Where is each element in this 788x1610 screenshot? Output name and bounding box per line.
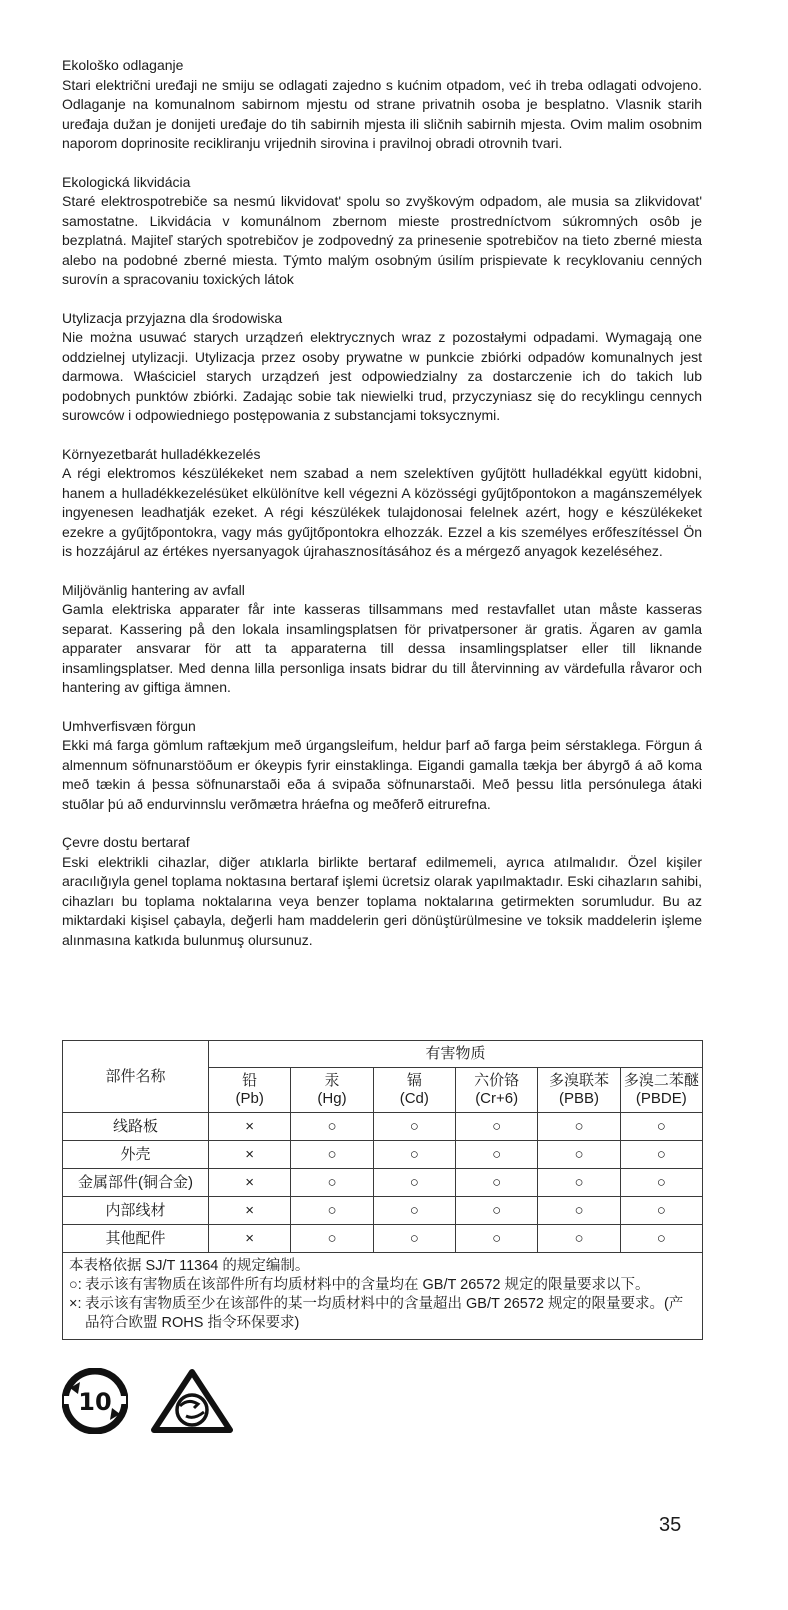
section-title: Ekologická likvidácia <box>62 173 191 190</box>
table-row <box>63 1225 703 1253</box>
cross-meaning: 表示该有害物质至少在该部件的某一均质材料中的含量超出 GB/T 26572 规定的限量要求。(产品符合欧盟 ROHS 指令环保要求) <box>85 1296 684 1331</box>
section-title: Umhverfisvæn förgun <box>62 717 196 734</box>
section-turkish <box>62 833 702 950</box>
table-cell: ○ <box>538 1169 620 1197</box>
substance-header: 镉 (Cd) <box>373 1068 455 1113</box>
table-cell: ○ <box>373 1141 455 1169</box>
cross-symbol: ×: <box>69 1296 82 1312</box>
table-cell: ○ <box>373 1113 455 1141</box>
section-swedish <box>62 581 702 698</box>
table-cell: ○ <box>538 1197 620 1225</box>
table-cell: × <box>209 1141 291 1169</box>
circle-meaning: 表示该有害物质在该部件所有均质材料中的含量均在 GB/T 26572 规定的限量要求以下。 <box>85 1277 650 1293</box>
notes-line-circle <box>69 1276 696 1295</box>
substance-header: 多溴联苯 (PBB) <box>538 1068 620 1113</box>
table-cell: ○ <box>538 1141 620 1169</box>
section-polish <box>62 309 702 426</box>
table-cell: ○ <box>373 1225 455 1253</box>
table-cell: × <box>209 1113 291 1141</box>
efup-recycling-icon <box>62 1368 128 1434</box>
substance-header: 铅 (Pb) <box>209 1068 291 1113</box>
table-cell: ○ <box>538 1113 620 1141</box>
table-cell: ○ <box>620 1197 702 1225</box>
table-cell: ○ <box>455 1169 537 1197</box>
notes-line-standard: 本表格依据 SJ/T 11364 的规定编制。 <box>69 1258 310 1274</box>
table-cell: ○ <box>291 1225 373 1253</box>
table-cell: ○ <box>373 1197 455 1225</box>
table-row <box>63 1113 703 1141</box>
notes-line-cross <box>69 1295 696 1333</box>
section-title: Çevre dostu bertaraf <box>62 834 190 850</box>
table-cell: ○ <box>455 1113 537 1141</box>
section-icelandic <box>62 717 702 815</box>
table-cell: × <box>209 1225 291 1253</box>
table-cell: ○ <box>373 1169 455 1197</box>
circle-symbol: ○: <box>69 1277 82 1293</box>
part-name: 其他配件 <box>63 1225 209 1253</box>
compliance-logos <box>62 1368 234 1434</box>
page-number: 35 <box>659 1514 682 1536</box>
table-cell: ○ <box>620 1225 702 1253</box>
section-body: Eski elektrikli cihazlar, diğer atıklarla birlikte bertaraf edilmemeli, ayrıca atılmalıdır. Özel kişiler aracılığıyla genel toplama noktasına bertaraf işlemi ücretsiz olarak yapılmaktadır. Eski cihazların sahibi, cihazları bu toplama noktalarına veya benzer toplama noktalarına getirmekten sorumludur. Bu az miktardaki kişisel çabayla, değerli ham maddelerin geri dönüştürülmesine ve toksik maddelerin işleme alınmasına katkıda bulunmuş olursunuz. <box>62 853 702 948</box>
section-body: A régi elektromos készülékeket nem szabad a nem szelektíven gyűjtött hulladékkal együtt kidobni, hanem a hulladékkezelésüket elkülönítve kell végezni A közösségi gyűjtőpontokon a magánszemélyek ingyenesen leadhatják ezeket. A régi készülékek tulajdonosai felelnek azért, hogy e készülékeket ezekre a gyűjtőpontokra, vagy más gyűjtőpontokra elhozzák. Ezzel a kis személyes erőfeszítéssel Ön is hozzájárul az értékes nyersanyagok újrahasznosításához és a mérgező anyagok kezeléséhez. <box>62 465 702 559</box>
table-cell: × <box>209 1197 291 1225</box>
table-cell: ○ <box>291 1141 373 1169</box>
section-body: Stari električni uređaji ne smiju se odlagati zajedno s kućnim otpadom, već ih treba odlagati odvojeno. Odlaganje na komunalnom sabirnom mjestu od strane privatnih osoba je besplatno. Vlasnik starih uređaja dužan je donijeti uređaje do tih sabirnih mjesta ili sličnih sabirnih mjesta. Ovim malim osobnim naporom doprinosite recikliranju vrijednih sirovina i pravilnoj obradi otrovnih tvari. <box>62 76 702 151</box>
part-name: 外壳 <box>63 1141 209 1169</box>
hazardous-substances-table <box>62 1040 703 1340</box>
table-notes <box>63 1253 703 1340</box>
hazardous-header: 有害物质 <box>209 1041 703 1068</box>
substance-header: 多溴二苯醚 (PBDE) <box>620 1068 702 1113</box>
section-title: Utylizacja przyjazna dla środowiska <box>62 309 283 326</box>
table-row <box>63 1141 703 1169</box>
table-row <box>63 1169 703 1197</box>
part-name: 金属部件(铜合金) <box>63 1169 209 1197</box>
substance-header: 六价铬 (Cr+6) <box>455 1068 537 1113</box>
hazardous-substances-table-wrapper <box>62 1040 703 1340</box>
table-cell: ○ <box>291 1197 373 1225</box>
section-title: Környezetbarát hulladékkezelés <box>62 445 261 462</box>
section-body: Ekki má farga gömlum raftækjum með úrgangsleifum, heldur þarf að farga þeim sérstaklega. Förgun á almennum söfnunarstöðum er ókeypis fyrir einstaklinga. Eigandi gamalla tækja ber ábyrgð á að koma með tækin á þessa söfnunarstaði eða á svipaða söfnunarstaði. Með þessu litla persónulega átaki stuðlar þú að endurvinnslu verðmætra hráefna og meðferð eitrurefna. <box>62 737 702 812</box>
table-cell: ○ <box>620 1141 702 1169</box>
section-hungarian <box>62 445 702 562</box>
china-recycling-triangle-icon <box>150 1368 234 1434</box>
efup-years: 10 <box>78 1388 112 1416</box>
section-body: Gamla elektriska apparater får inte kasseras tillsammans med restavfallet utan måste kasseras separat. Kassering på den lokala insamlingsplatsen för privatpersoner är gratis. Ägaren av gamla apparater ansvarar för att ta apparaterna till dessa insamlingsplatser eller till liknande insamlingsplatser. Med denna lilla personliga insats bidrar du till återvinning av värdefulla råvaror och hantering av giftiga ämnen. <box>62 601 702 695</box>
section-title: Miljövänlig hantering av avfall <box>62 581 245 598</box>
table-cell: ○ <box>620 1169 702 1197</box>
table-row <box>63 1197 703 1225</box>
section-body: Staré elektrospotrebiče sa nesmú likvidovat' spolu so zvyškovým odpadom, ale musia sa zlikvidovat' samostatne. Likvidácia v komunálnom zbernom mieste prostredníctvom súkromných osôb je bezplatná. Majiteľ starých spotrebičov je zodpovedný za prinesenie spotrebičov na tieto zberné miesta alebo na podobné zberné miesta. Týmto malým osobným úsilím prispievate k recyklovaniu cenných surovín a spracovaniu toxických látok <box>62 193 702 287</box>
table-cell: ○ <box>455 1141 537 1169</box>
table-cell: ○ <box>620 1113 702 1141</box>
section-title: Ekološko odlaganje <box>62 57 184 73</box>
part-name: 线路板 <box>63 1113 209 1141</box>
substance-header: 汞 (Hg) <box>291 1068 373 1113</box>
table-cell: ○ <box>291 1113 373 1141</box>
table-cell: × <box>209 1169 291 1197</box>
part-name: 内部线材 <box>63 1197 209 1225</box>
text-column <box>62 56 702 969</box>
section-croatian <box>62 56 702 154</box>
table-cell: ○ <box>291 1169 373 1197</box>
table-cell: ○ <box>455 1225 537 1253</box>
part-name-header: 部件名称 <box>63 1041 209 1113</box>
section-slovak <box>62 173 702 290</box>
table-cell: ○ <box>455 1197 537 1225</box>
section-body: Nie można usuwać starych urządzeń elektrycznych wraz z pozostałymi odpadami. Wymagają one oddzielnej utylizacji. Utylizacja przez osoby prywatne w punkcie zbiórki odpadów komunalnych jest darmowa. Właściciel starych urządzeń jest odpowiedzialny za dostarczenie ich do takich lub podobnych punktów zbiórki. Zadając sobie tak niewielki trud, przyczyniasz się do recyklingu cennych surowców i odpowiedniego postępowania z substancjami toksycznymi. <box>62 329 702 423</box>
table-cell: ○ <box>538 1225 620 1253</box>
